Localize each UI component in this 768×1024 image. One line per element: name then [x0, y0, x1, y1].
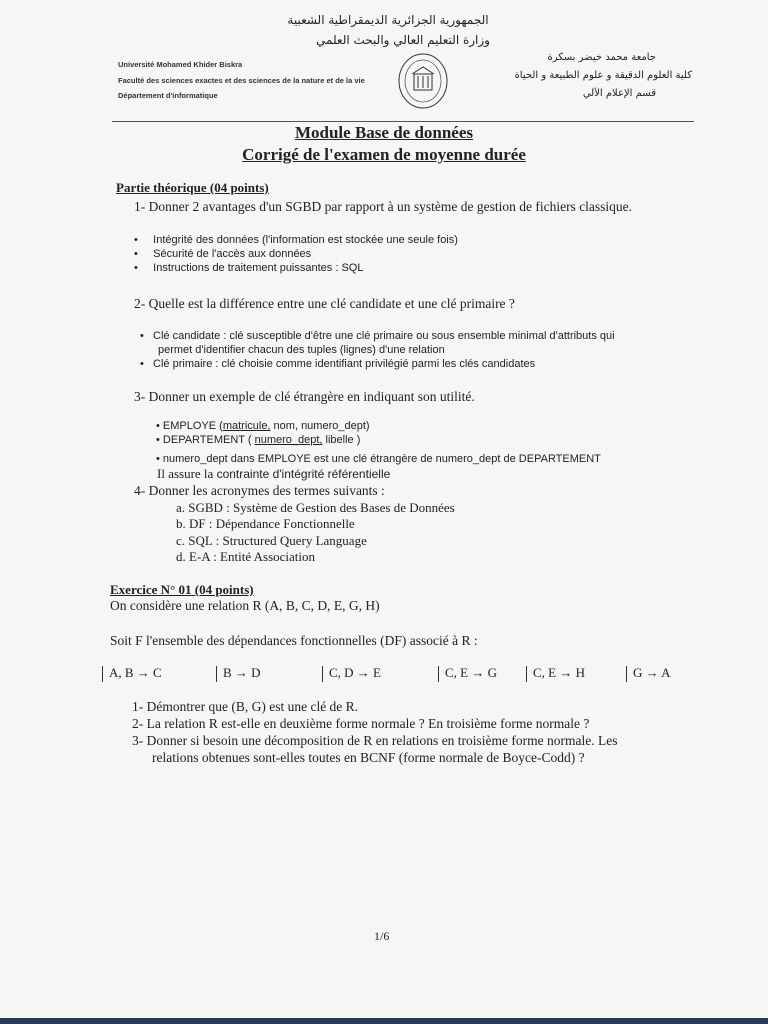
df-item: B → D	[216, 665, 261, 682]
q2-bullet-candidate: • Clé candidate : clé susceptible d'être une clé primaire ou sous ensemble minimal d'attributs qui	[140, 330, 615, 342]
q3-employe-relation: • EMPLOYE (matricule, nom, numero_dept)	[156, 420, 370, 432]
header-arabic-republic: الجمهورية الجزائرية الديمقراطية الشعبية	[287, 13, 489, 27]
university-name: Université Mohamed Khider Biskra	[118, 60, 243, 69]
acronym-item: d. E-A : Entité Association	[176, 549, 316, 564]
module-title: Module Base de données	[294, 123, 474, 142]
exercise-question: 1- Démontrer que (B, G) est une clé de R.	[132, 699, 359, 714]
exercise-question: 2- La relation R est-elle en deuxième forme normale ? En troisième forme normale ?	[132, 716, 590, 731]
university-name-arabic: جامعة محمد خيضر بسكرة	[547, 52, 656, 63]
df-item: A, B → C	[102, 665, 162, 682]
header-arabic-ministry: وزارة التعليم العالي والبحث العلمي	[316, 33, 490, 47]
exercise-question: 3- Donner si besoin une décomposition de R en relations en troisième forme normale. Les	[132, 733, 618, 748]
department-name-arabic: قسم الإعلام الآلي	[582, 88, 656, 99]
question-2: 2- Quelle est la différence entre une clé candidate et une clé primaire ?	[134, 296, 515, 311]
header-divider	[112, 121, 694, 122]
q1-bullet: • Intégrité des données (l'information est stockée une seule fois)	[134, 234, 458, 246]
q2-bullet-primary: • Clé primaire : clé choisie comme identifiant privilégié parmi les clés candidates	[140, 358, 536, 370]
question-3: 3- Donner un exemple de clé étrangère en indiquant son utilité.	[134, 389, 475, 404]
faculty-name: Faculté des sciences exactes et des sciences de la nature et de la vie	[118, 76, 365, 85]
question-4: 4- Donner les acronymes des termes suivants :	[134, 483, 385, 498]
q1-bullet: • Instructions de traitement puissantes : SQL	[134, 262, 364, 274]
df-item: C, E → G	[438, 665, 497, 682]
exercise-intro: On considère une relation R (A, B, C, D, E, G, H)	[110, 598, 380, 613]
exercise-heading: Exercice N° 01 (04 points)	[110, 582, 254, 597]
theory-heading: Partie théorique (04 points)	[116, 180, 269, 195]
q3-integrity: Il assure la contrainte d'intégrité référentielle	[157, 466, 391, 481]
scan-edge	[0, 1018, 768, 1024]
faculty-name-arabic: كلية العلوم الدقيقة و علوم الطبيعة و الحياة	[514, 70, 692, 81]
exercise-question-cont: relations obtenues sont-elles toutes en BCNF (forme normale de Boyce-Codd) ?	[152, 750, 585, 765]
university-logo	[397, 52, 449, 110]
acronym-item: c. SQL : Structured Query Language	[176, 533, 367, 548]
page-number: 1/6	[374, 929, 390, 943]
acronym-item: b. DF : Dépendance Fonctionnelle	[176, 516, 355, 531]
df-item: C, E → H	[526, 665, 585, 682]
q3-departement-relation: • DEPARTEMENT ( numero_dept, libelle )	[156, 434, 361, 446]
df-item: C, D → E	[322, 665, 381, 682]
exam-title: Corrigé de l'examen de moyenne durée	[242, 145, 526, 164]
df-item: G → A	[626, 665, 671, 682]
acronym-item: a. SGBD : Système de Gestion des Bases de Données	[176, 500, 455, 515]
q1-bullet: • Sécurité de l'accès aux données	[134, 248, 312, 260]
q2-bullet-candidate-cont: permet d'identifier chacun des tuples (lignes) d'une relation	[158, 344, 445, 356]
q3-foreign-key: • numero_dept dans EMPLOYE est une clé étrangère de numero_dept de DEPARTEMENT	[156, 453, 601, 465]
department-name: Département d'informatique	[118, 91, 218, 100]
question-1: 1- Donner 2 avantages d'un SGBD par rapport à un système de gestion de fichiers classique.	[134, 199, 633, 214]
exercise-df-intro: Soit F l'ensemble des dépendances fonctionnelles (DF) associé à R :	[110, 633, 478, 648]
